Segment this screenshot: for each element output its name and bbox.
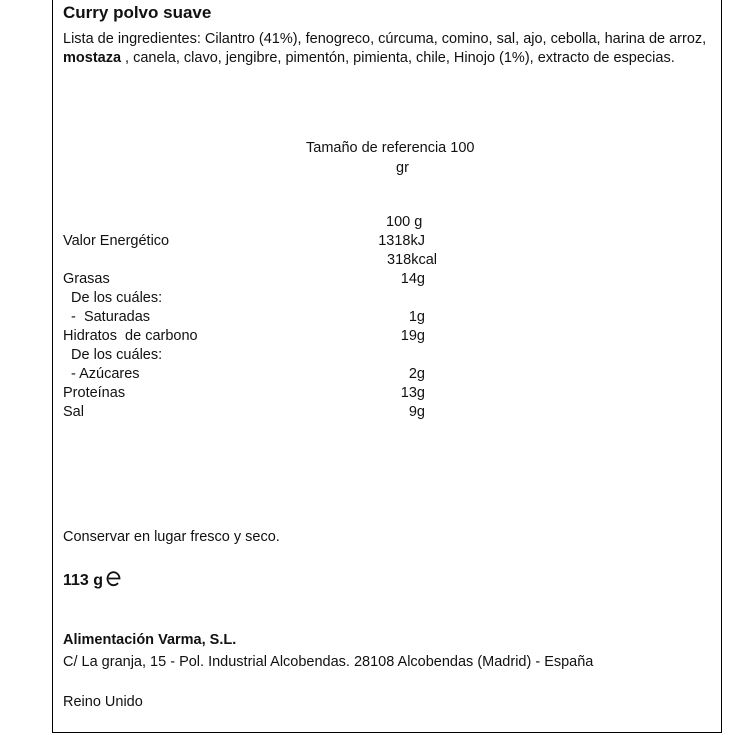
- column-header: 100 g: [386, 214, 423, 230]
- nutrition-row-value: 14g: [400, 271, 425, 287]
- net-weight: [63, 570, 122, 592]
- nutrition-row-value: 13g: [400, 385, 425, 401]
- product-title: Curry polvo suave: [63, 3, 212, 22]
- nutrition-row-value: 1g: [408, 309, 425, 325]
- nutrition-row-label: - Azúcares: [63, 366, 140, 382]
- nutrition-row-label: - Saturadas: [63, 309, 151, 325]
- nutrition-row-label: Hidratos de carbono: [63, 328, 198, 344]
- net-weight-value: 113 g: [63, 572, 104, 589]
- energy-label: Valor Energético: [63, 233, 170, 249]
- nutrition-row-value: 19g: [400, 328, 425, 344]
- allergen-mostaza: mostaza: [63, 50, 122, 66]
- e-mark-icon: [106, 570, 122, 592]
- reference-size: Tamaño de referencia 100: [306, 140, 475, 156]
- company-name: Alimentación Varma, S.L.: [63, 632, 237, 648]
- reference-size-unit: gr: [396, 160, 409, 176]
- origin-country: Reino Unido: [63, 694, 143, 710]
- energy-kcal: 318kcal: [387, 252, 437, 268]
- nutrition-row-value: 2g: [408, 366, 425, 382]
- nutrition-row-label: Grasas: [63, 271, 110, 287]
- company-address: C/ La granja, 15 - Pol. Industrial Alcobendas. 28108 Alcobendas (Madrid) - España: [63, 654, 594, 670]
- nutrition-row-label: De los cuáles:: [63, 347, 163, 363]
- energy-kj: 1318kJ: [378, 233, 425, 249]
- ingredients-list: [63, 30, 713, 68]
- ingredients-prefix: Lista de ingredientes: Cilantro (41%), fenogreco, cúrcuma, comino, sal, ajo, cebolla, harina de arroz,: [63, 31, 707, 47]
- ingredients-suffix: , canela, clavo, jengibre, pimentón, pimienta, chile, Hinojo (1%), extracto de especias.: [121, 50, 675, 66]
- nutrition-row-label: Proteínas: [63, 385, 126, 401]
- storage-instructions: Conservar en lugar fresco y seco.: [63, 529, 280, 545]
- nutrition-row-label: De los cuáles:: [63, 290, 163, 306]
- nutrition-row-label: Sal: [63, 404, 84, 420]
- nutrition-row-value: 9g: [408, 404, 425, 420]
